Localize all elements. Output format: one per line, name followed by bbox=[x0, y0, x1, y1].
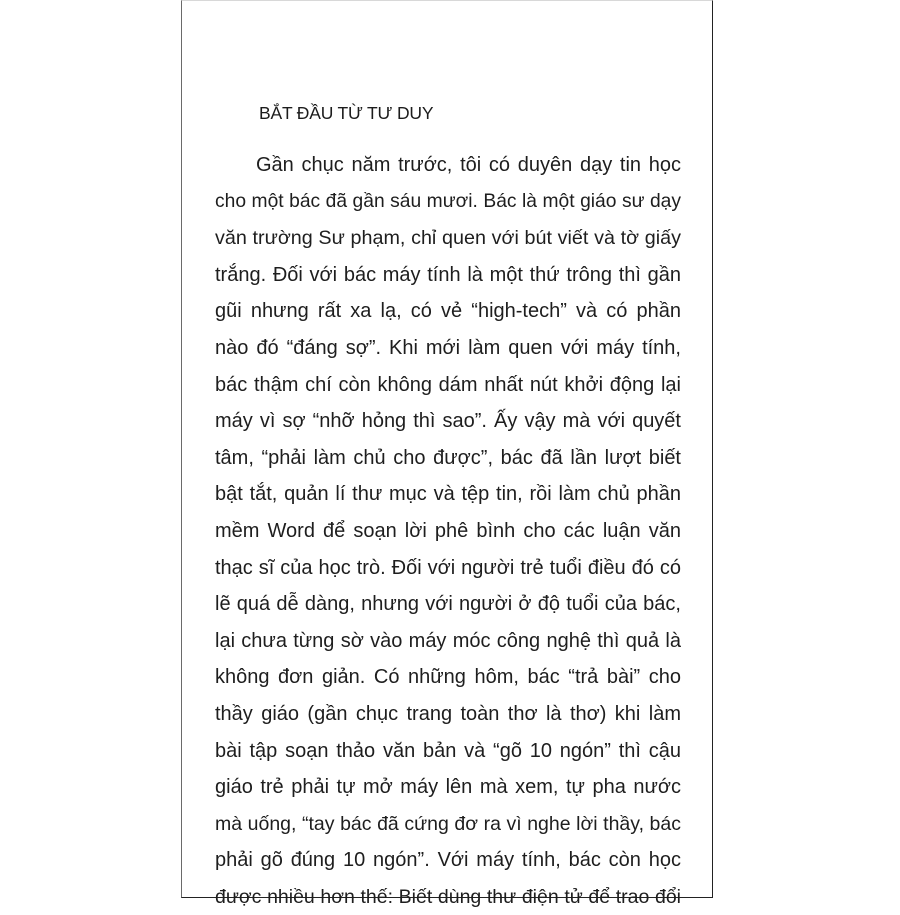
text-line: lẽ quá dễ dàng, nhưng với người ở độ tuổi của bác, bbox=[215, 593, 681, 616]
text-line: tâm, “phải làm chủ cho được”, bác đã lần lượt biết bbox=[215, 446, 681, 469]
text-line: mềm Word để soạn lời phê bình cho các luận văn bbox=[215, 519, 681, 542]
text-line: bật tắt, quản lí thư mục và tệp tin, rồi làm chủ phần bbox=[215, 483, 681, 506]
text-line: gũi nhưng rất xa lạ, có vẻ “high-tech” và có phần bbox=[215, 300, 681, 323]
text-line: máy vì sợ “nhỡ hỏng thì sao”. Ấy vậy mà với quyết bbox=[215, 410, 681, 433]
text-line: bác thậm chí còn không dám nhất nút khởi động lại bbox=[215, 373, 681, 396]
text-line: phải gõ đúng 10 ngón”. Với máy tính, bác còn học bbox=[215, 849, 681, 872]
text-line: thạc sĩ của học trò. Đối với người trẻ tuổi điều đó có bbox=[215, 556, 681, 579]
text-line: văn trường Sư phạm, chỉ quen với bút viết và tờ giấy bbox=[215, 227, 681, 250]
text-line: không đơn giản. Có những hôm, bác “trả bài” cho bbox=[215, 666, 681, 689]
text-line: Gần chục năm trước, tôi có duyên dạy tin học bbox=[256, 154, 681, 176]
text-line: nào đó “đáng sợ”. Khi mới làm quen với máy tính, bbox=[215, 336, 681, 359]
body-text bbox=[215, 147, 681, 915]
text-line: bài tập soạn thảo văn bản và “gõ 10 ngón” thì cậu bbox=[215, 739, 681, 762]
text-line: cho một bác đã gần sáu mươi. Bác là một giáo sư dạy bbox=[215, 190, 681, 212]
section-heading: BẮT ĐẦU TỪ TƯ DUY bbox=[259, 103, 434, 123]
text-line: trắng. Đối với bác máy tính là một thứ trông thì gần bbox=[215, 263, 681, 286]
text-line: lại chưa từng sờ vào máy móc công nghệ thì quả là bbox=[215, 629, 681, 652]
text-line: mà uống, “tay bác đã cứng đơ ra vì nghe lời thầy, bác bbox=[215, 812, 681, 835]
text-line: giáo trẻ phải tự mở máy lên mà xem, tự pha nước bbox=[215, 776, 681, 799]
text-line: thầy giáo (gần chục trang toàn thơ là thơ) khi làm bbox=[215, 702, 681, 725]
text-line: được nhiều hơn thế: Biết dùng thư điện tử để trao đổi bbox=[215, 885, 681, 908]
